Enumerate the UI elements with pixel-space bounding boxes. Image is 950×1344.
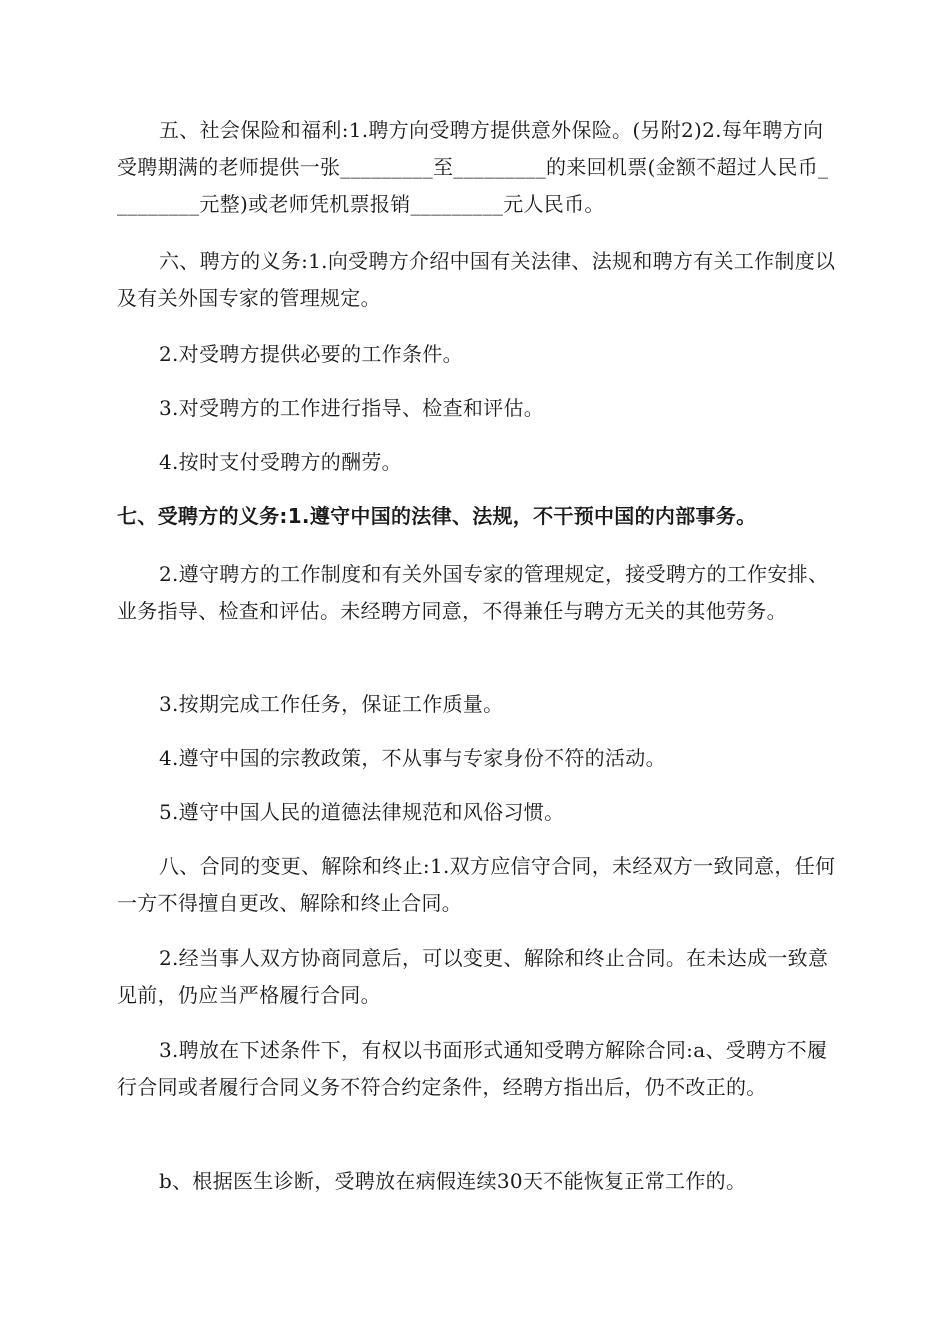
paragraph-contract-changes-3: 3.聘放在下述条件下，有权以书面形式通知受聘方解除合同:a、受聘方不履行合同或者履行合同义务不符合约定条件，经聘方指出后，仍不改正的。 <box>117 1038 828 1099</box>
paragraph-employer-duties: 六、聘方的义务:1.向受聘方介绍中国有关法律、法规和聘方有关工作制度以及有关外国专家的管理规定。 <box>117 249 836 310</box>
paragraph-employee-duty-5: 5.遵守中国人民的道德法律规范和风俗习惯。 <box>159 800 565 824</box>
paragraph-employee-duties-heading: 七、受聘方的义务:1.遵守中国的法律、法规，不干预中国的内部事务。 <box>117 504 757 528</box>
paragraph-employee-duty-2: 2.遵守聘方的工作制度和有关外国专家的管理规定，接受聘方的工作安排、业务指导、检查和评估。未经聘方同意，不得兼任与聘方无关的其他劳务。 <box>117 562 829 623</box>
paragraph-employer-duty-2: 2.对受聘方提供必要的工作条件。 <box>159 342 463 366</box>
paragraph-employer-duty-4: 4.按时支付受聘方的酬劳。 <box>159 450 402 474</box>
paragraph-employer-duty-3: 3.对受聘方的工作进行指导、检查和评估。 <box>159 396 545 420</box>
paragraph-social-insurance: 五、社会保险和福利:1.聘方向受聘方提供意外保险。(另附2)2.每年聘方向受聘期满的老师提供一张_________至_________的来回机票(金额不超过人民币_________元整)或老师凭机票报销_________元人民币。 <box>117 118 829 216</box>
paragraph-contract-changes-2: 2.经当事人双方协商同意后，可以变更、解除和终止合同。在未达成一致意见前，仍应当严格履行合同。 <box>117 946 829 1007</box>
paragraph-contract-changes-b: b、根据医生诊断，受聘放在病假连续30天不能恢复正常工作的。 <box>159 1169 747 1193</box>
paragraph-contract-changes: 八、合同的变更、解除和终止:1.双方应信守合同，未经双方一致同意，任何一方不得擅自更改、解除和终止合同。 <box>117 854 836 915</box>
paragraph-employee-duty-4: 4.遵守中国的宗教政策，不从事与专家身份不符的活动。 <box>159 746 666 770</box>
paragraph-employee-duty-3: 3.按期完成工作任务，保证工作质量。 <box>159 692 504 716</box>
